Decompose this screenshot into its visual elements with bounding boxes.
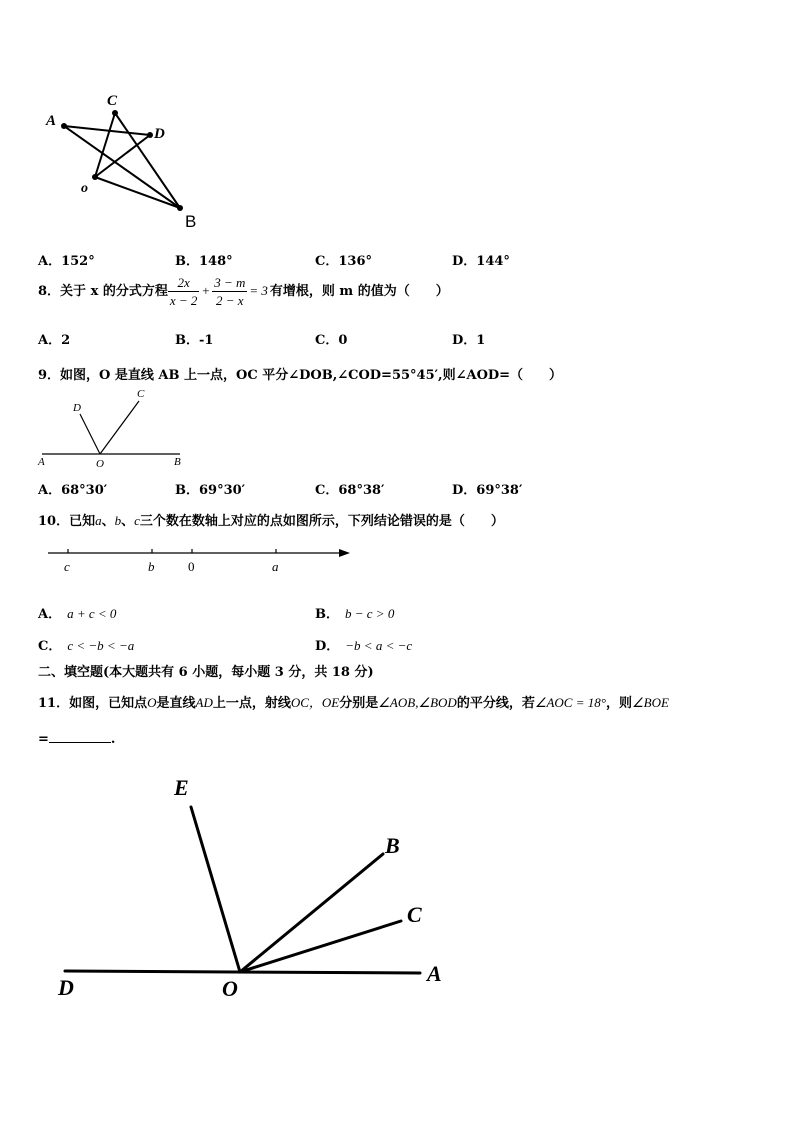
q11-point-o: O xyxy=(147,695,157,710)
q10-option-a-letter: A． xyxy=(38,607,62,622)
q10-option-c-letter: C． xyxy=(38,639,62,654)
q10-option-d-letter: D． xyxy=(315,639,340,654)
q11-question xyxy=(38,692,669,711)
q9-option-a[interactable]: A．68°30′ xyxy=(38,483,108,498)
q10-option-b[interactable] xyxy=(315,603,394,622)
ray-OB xyxy=(240,854,383,972)
label-a: a xyxy=(272,559,279,574)
q8-fraction-1 xyxy=(168,274,200,309)
q8-frac1-den: x − 2 xyxy=(169,293,198,308)
q11-answer-blank[interactable] xyxy=(49,730,111,743)
label-D: D xyxy=(154,126,165,142)
q11-part-3: 上一点，射线 xyxy=(212,696,291,711)
number-line-arrow-icon xyxy=(339,549,350,557)
point-B xyxy=(177,205,183,211)
label-A: A xyxy=(427,961,442,986)
label-B: B xyxy=(185,212,197,231)
label-E: E xyxy=(174,775,189,800)
q9-option-d[interactable]: D．69°38′ xyxy=(452,483,523,498)
q11-figure xyxy=(50,770,460,1010)
q11-line-ad: AD xyxy=(195,695,213,710)
q10-option-d[interactable] xyxy=(315,635,412,654)
point-O xyxy=(92,174,98,180)
q9-figure xyxy=(36,383,186,471)
q10-prefix: 10．已知 xyxy=(38,514,96,529)
label-O: o xyxy=(81,181,88,196)
q10-var-b: b xyxy=(114,513,122,528)
q10-var-c: c xyxy=(134,513,140,528)
label-A: A xyxy=(46,113,57,129)
segment-CB xyxy=(115,113,180,208)
label-C: C xyxy=(407,902,422,927)
q10-option-a-expr: a + c < 0 xyxy=(67,606,117,621)
label-C: C xyxy=(107,93,118,109)
label-zero: 0 xyxy=(188,559,195,574)
segment-OB xyxy=(95,177,180,208)
section-2-title: 二、填空题(本大题共有 6 小题，每小题 3 分，共 18 分) xyxy=(38,665,374,680)
q8-equals: = 3 xyxy=(249,283,268,298)
label-B: B xyxy=(385,833,400,858)
label-D: D xyxy=(58,975,74,1000)
q7-option-a[interactable]: A．152° xyxy=(38,254,95,269)
q11-rays: OC，OE xyxy=(290,695,340,710)
q8-frac2-num: 3 − m xyxy=(214,275,246,290)
q11-answer-line xyxy=(38,730,115,747)
q11-equals: = xyxy=(38,732,49,747)
q10-option-d-expr: −b < a < −c xyxy=(345,638,413,653)
q11-part-4: 分别是 xyxy=(339,696,379,711)
q10-number-line xyxy=(40,540,360,580)
label-O: O xyxy=(222,976,238,1001)
q10-option-b-letter: B． xyxy=(315,607,339,622)
q10-option-c[interactable] xyxy=(38,635,134,654)
q11-part-6: ，则 xyxy=(605,696,632,711)
q11-part-5: 的平分线，若 xyxy=(456,696,535,711)
q8-option-d[interactable]: D．1 xyxy=(452,333,486,348)
label-D: D xyxy=(73,402,81,414)
q8-fraction-2 xyxy=(212,274,247,309)
segment-OD xyxy=(95,135,150,177)
q11-angles: ∠AOB,∠BOD xyxy=(378,695,457,710)
q7-option-c[interactable]: C．136° xyxy=(315,254,372,269)
q10-option-a[interactable] xyxy=(38,603,116,622)
label-c: c xyxy=(64,559,70,574)
q10-sep-1: 、 xyxy=(101,514,115,529)
q8-frac1-num: 2x xyxy=(168,274,200,292)
q9-option-c[interactable]: C．68°38′ xyxy=(315,483,385,498)
segment-CO xyxy=(95,113,115,177)
ray-OC xyxy=(100,401,139,454)
q8-prefix: 8．关于 x 的分式方程 xyxy=(38,284,168,299)
label-C: C xyxy=(137,388,145,400)
ray-OC xyxy=(240,921,401,972)
q9-option-b[interactable]: B．69°30′ xyxy=(175,483,246,498)
point-D xyxy=(147,132,153,138)
point-A xyxy=(61,123,67,129)
q8-option-a[interactable]: A．2 xyxy=(38,333,71,348)
segment-AD xyxy=(64,126,150,135)
point-C xyxy=(112,110,118,116)
q10-var-a: a xyxy=(95,513,102,528)
q8-option-c[interactable]: C．0 xyxy=(315,333,348,348)
q11-given: ∠AOC = 18° xyxy=(534,695,606,710)
q10-sep-2: 、 xyxy=(121,514,135,529)
q10-question xyxy=(38,510,504,529)
q11-target: ∠BOE xyxy=(631,695,669,710)
q8-plus: + xyxy=(201,283,211,298)
label-b: b xyxy=(148,559,155,574)
q8-question xyxy=(38,274,449,309)
q8-suffix: 有增根，则 m 的值为（ ） xyxy=(269,284,449,299)
ray-OD xyxy=(80,414,100,454)
q10-option-c-expr: c < −b < −a xyxy=(67,638,135,653)
q8-option-b[interactable]: B．-1 xyxy=(175,333,214,348)
q10-option-b-expr: b − c > 0 xyxy=(345,606,395,621)
label-O: O xyxy=(96,458,104,470)
q8-frac2-den: 2 − x xyxy=(216,293,244,308)
label-B: B xyxy=(174,456,181,468)
q11-period: . xyxy=(110,732,116,747)
label-A: A xyxy=(38,456,45,468)
q11-part-1: 11．如图，已知点 xyxy=(38,696,148,711)
q7-option-b[interactable]: B．148° xyxy=(175,254,233,269)
q10-suffix: 三个数在数轴上对应的点如图所示，下列结论错误的是（ ） xyxy=(139,514,504,529)
q7-option-d[interactable]: D．144° xyxy=(452,254,510,269)
ray-OE xyxy=(191,807,240,972)
q7-figure xyxy=(40,88,210,233)
q11-part-2: 是直线 xyxy=(156,696,196,711)
q9-question: 9．如图，O 是直线 AB 上一点，OC 平分∠DOB,∠COD=55°45′,则∠AOD=（ ） xyxy=(38,368,563,383)
